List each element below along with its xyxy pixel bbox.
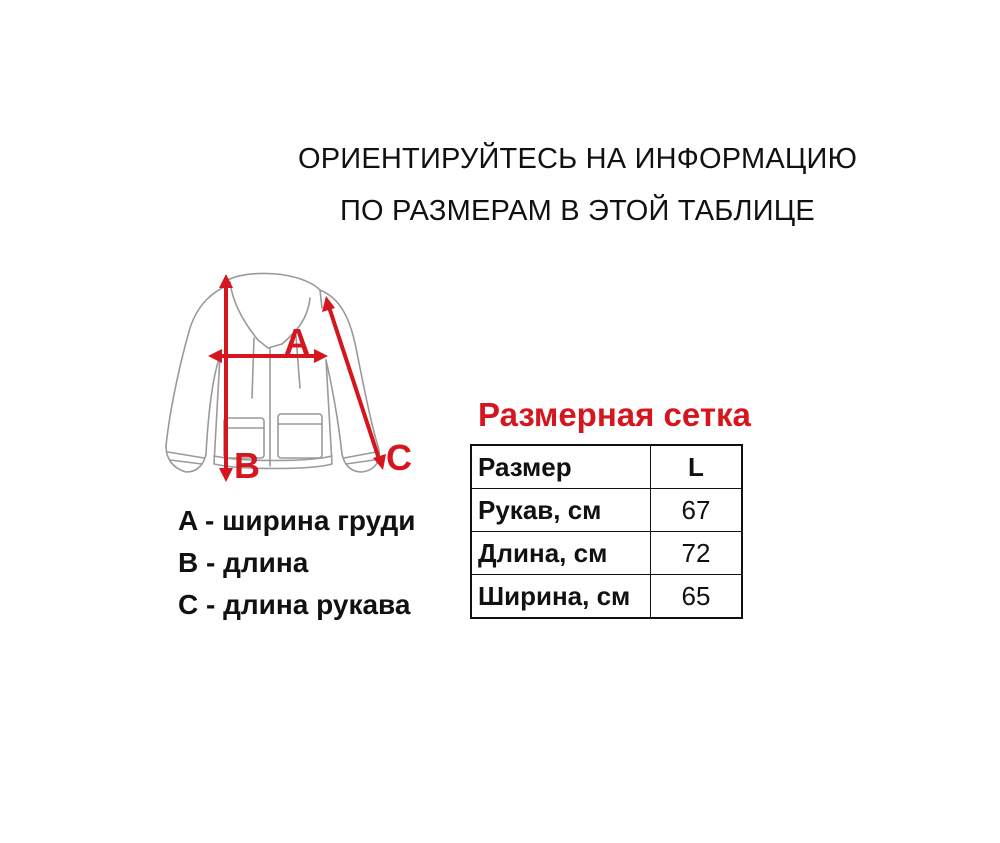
heading-line-1: ОРИЕНТИРУЙТЕСЬ НА ИНФОРМАЦИЮ: [298, 143, 858, 175]
marker-c: C: [386, 437, 412, 478]
jacket-measurement-diagram: [150, 268, 440, 498]
row-label-width: Ширина, см: [471, 575, 651, 619]
header-label-cell: Размер: [471, 445, 651, 489]
size-table-title: Размерная сетка: [478, 396, 751, 433]
legend-item-a: A - ширина груди: [178, 505, 416, 536]
row-value-sleeve: 67: [651, 489, 743, 532]
heading-line-2: ПО РАЗМЕРАМ В ЭТОЙ ТАБЛИЦЕ: [340, 195, 815, 227]
row-value-width: 65: [651, 575, 743, 619]
legend-item-c: C - длина рукава: [178, 589, 411, 620]
row-value-length: 72: [651, 532, 743, 575]
row-label-sleeve: Рукав, см: [471, 489, 651, 532]
marker-a: A: [284, 321, 310, 362]
table-row: [471, 532, 742, 575]
measurement-legend: [178, 500, 415, 626]
marker-b: B: [234, 445, 260, 486]
row-label-length: Длина, см: [471, 532, 651, 575]
table-header-row: [471, 445, 742, 489]
header-size-cell: L: [651, 445, 743, 489]
table-row: [471, 575, 742, 619]
table-row: [471, 489, 742, 532]
size-table: [470, 444, 743, 619]
jacket-outline: [166, 273, 379, 472]
sleeve-length-arrow: [328, 304, 380, 462]
legend-item-b: B - длина: [178, 547, 309, 578]
